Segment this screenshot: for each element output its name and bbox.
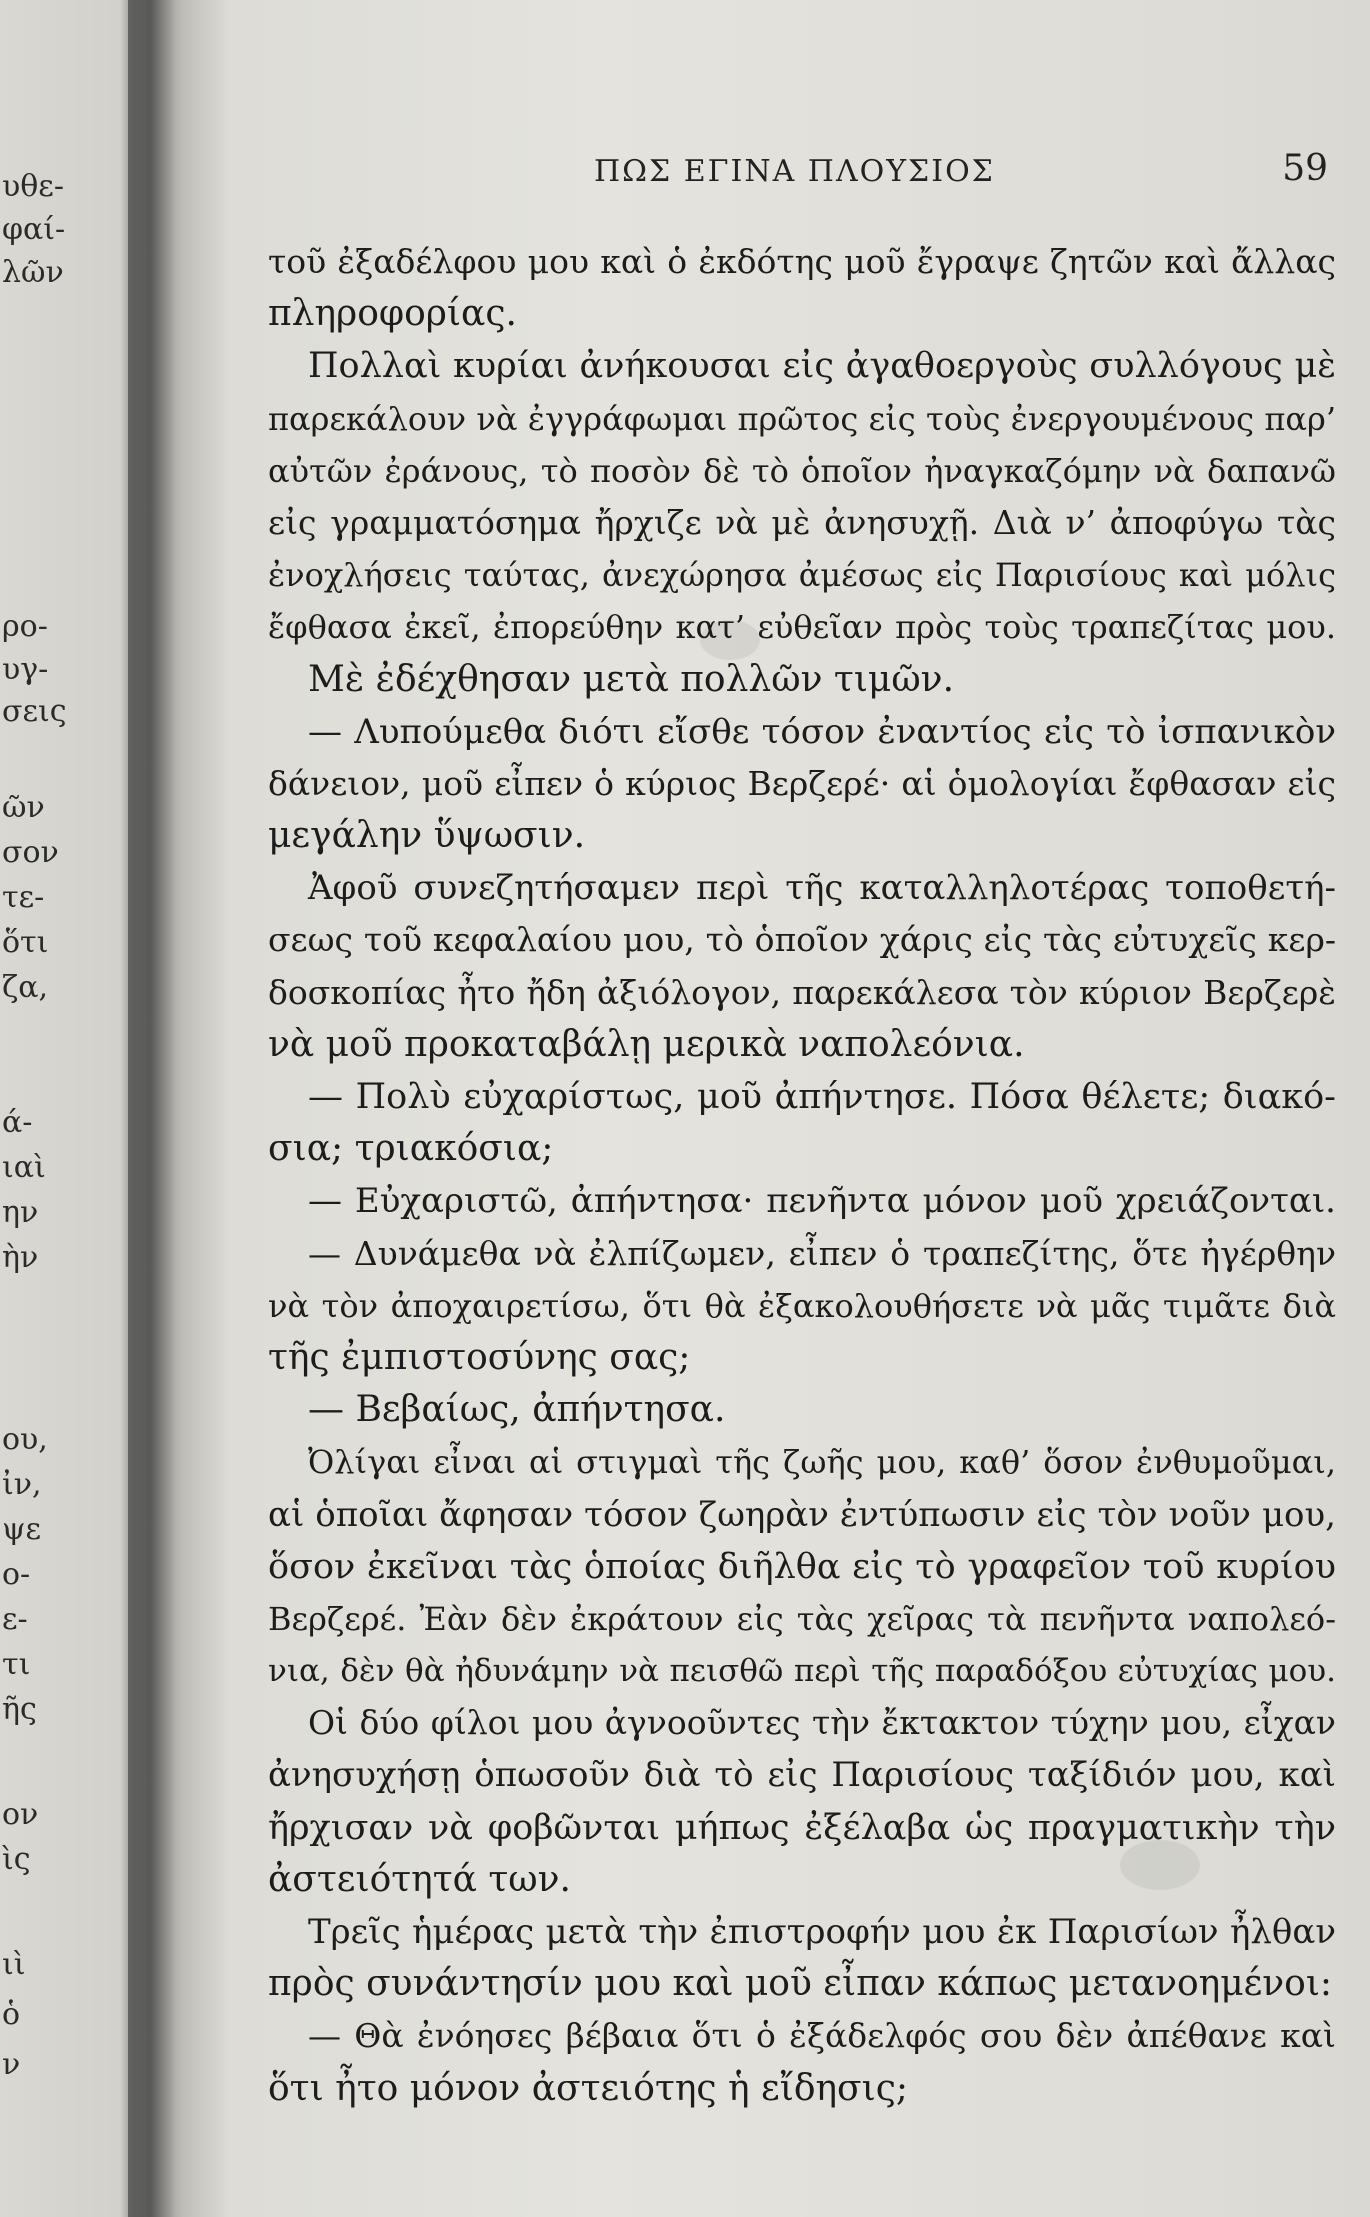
text-line: — Εὐχαριστῶ, ἀπήντησα· πενῆντα μόνον μοῦ χρειάζονται. [308, 1181, 1336, 1222]
margin-fragment: ά- [2, 1105, 33, 1140]
margin-fragment: ὴν [2, 1240, 39, 1275]
running-title: ΠΩΣ ΕΓΙΝΑ ΠΛΟΥΣΙΟΣ [594, 154, 995, 189]
text-line: εἰς γραμματόσημα ἤρχιζε νὰ μὲ ἀνησυχῇ. Διὰ ν’ ἀποφύγω τὰς [268, 502, 1336, 542]
margin-fragment: ην [2, 1195, 39, 1230]
text-line: αἱ ὁποῖαι ἄφησαν τόσον ζωηρὰν ἐντύπωσιν εἰς τὸν νοῦν μου, [268, 1494, 1336, 1535]
text-line: Οἱ δύο φίλοι μου ἀγνοοῦντες τὴν ἔκτακτον τύχην μου, εἶχαν [308, 1703, 1336, 1743]
text-line: τῆς ἐμπιστοσύνης σας; [268, 1336, 691, 1378]
text-line: — Βεβαίως, ἀπήντησα. [308, 1389, 726, 1431]
margin-fragment: σον [2, 835, 59, 870]
text-line: αὐτῶν ἐράνους, τὸ ποσὸν δὲ τὸ ὁποῖον ἠναγκαζόμην νὰ δαπανῶ [268, 451, 1336, 490]
facing-page-margin [0, 0, 125, 2217]
text-line: Βερζερέ. Ἐὰν δὲν ἐκράτουν εἰς τὰς χεῖρας τὰ πενῆντα ναπολεό- [268, 1599, 1336, 1638]
text-line: Ἀφοῦ συνεζητήσαμεν περὶ τῆς καταλληλοτέρας τοποθετή- [308, 868, 1336, 909]
text-line: νια, δὲν θὰ ἠδυνάμην νὰ πεισθῶ περὶ τῆς παραδόξου εὐτυχίας μου. [268, 1653, 1336, 1690]
page-body-text [268, 236, 1336, 2115]
margin-fragment: υθε- [2, 169, 64, 204]
text-line: ἐνοχλήσεις ταύτας, ἀνεχώρησα ἀμέσως εἰς Παρισίους καὶ μόλις [268, 556, 1336, 595]
text-line: τοῦ ἐξαδέλφου μου καὶ ὁ ἐκδότης μοῦ ἔγραψε ζητῶν καὶ ἄλλας [268, 242, 1336, 281]
text-line: ἔφθασα ἐκεῖ, ἐπορεύθην κατ’ εὐθεῖαν πρὸς τοὺς τραπεζίτας μου. [268, 608, 1336, 647]
text-line: ἀνησυχήσῃ ὁπωσοῦν διὰ τὸ εἰς Παρισίους ταξίδιόν μου, καὶ [268, 1755, 1336, 1796]
margin-fragment: ὶς [2, 1842, 31, 1877]
text-line: Μὲ ἐδέχθησαν μετὰ πολλῶν τιμῶν. [308, 658, 955, 700]
text-line: νὰ τὸν ἀποχαιρετίσω, ὅτι θὰ ἐξακολουθήσετε νὰ μᾶς τιμᾶτε διὰ [268, 1286, 1336, 1325]
margin-fragment: ὅτι [2, 925, 49, 960]
margin-fragment: τι [2, 1647, 31, 1682]
margin-fragment: ζα, [2, 970, 49, 1005]
text-line: — Λυπούμεθα διότι εἴσθε τόσον ἐναντίος εἰς τὸ ἰσπανικὸν [308, 711, 1336, 752]
margin-fragment: ρο- [2, 609, 48, 644]
text-line: μεγάλην ὕψωσιν. [268, 815, 586, 857]
margin-fragment: ψε [2, 1512, 42, 1547]
text-line: σια; τριακόσια; [268, 1128, 554, 1170]
text-line: ἤρχισαν νὰ φοβῶνται μήπως ἐξέλαβα ὡς πραγματικὴν τὴν [268, 1807, 1336, 1848]
margin-fragment: ῶν [2, 790, 45, 825]
margin-fragment: ιαὶ [2, 1150, 46, 1185]
text-line: δοσκοπίας ἦτο ἤδη ἀξιόλογον, παρεκάλεσα τὸν κύριον Βερζερὲ [268, 972, 1336, 1012]
margin-fragment: τε- [2, 880, 45, 915]
margin-fragment: ε- [2, 1602, 28, 1637]
text-line: — Θὰ ἐνόησες βέβαια ὅτι ὁ ἐξάδελφός σου δὲν ἀπέθανε καὶ [308, 2016, 1336, 2056]
page-number: 59 [1282, 148, 1328, 189]
text-line: ὅσον ἐκεῖναι τὰς ὁποίας διῆλθα εἰς τὸ γραφεῖον τοῦ κυρίου [268, 1546, 1336, 1587]
margin-fragment: ὁ [2, 1997, 21, 2032]
text-line: ἀστειότητά των. [268, 1858, 571, 1900]
text-line: νὰ μοῦ προκαταβάλῃ μερικὰ ναπολεόνια. [268, 1023, 1025, 1065]
margin-fragment: υγ- [2, 652, 49, 687]
margin-fragment: ῆς [2, 1692, 37, 1727]
margin-fragment: ο- [2, 1557, 31, 1592]
text-line: — Δυνάμεθα νὰ ἐλπίζωμεν, εἶπεν ὁ τραπεζίτης, ὅτε ἠγέρθην [308, 1233, 1336, 1273]
text-line: Τρεῖς ἡμέρας μετὰ τὴν ἐπιστροφήν μου ἐκ Παρισίων ἦλθαν [308, 1912, 1336, 1952]
margin-fragment: ν [2, 2047, 21, 2082]
margin-fragment: ἰν, [2, 1467, 42, 1502]
text-line: ὅτι ἦτο μόνον ἀστειότης ἡ εἴδησις; [268, 2067, 909, 2109]
margin-fragment: λῶν [2, 255, 64, 290]
text-line: Πολλαὶ κυρίαι ἀνήκουσαι εἰς ἀγαθοεργοὺς συλλόγους μὲ [308, 346, 1336, 387]
margin-fragment: ου, [2, 1422, 48, 1457]
text-line: πρὸς συνάντησίν μου καὶ μοῦ εἶπαν κάπως μετανοημένοι: [268, 1963, 1333, 2005]
text-line: σεως τοῦ κεφαλαίου μου, τὸ ὁποῖον χάρις εἰς τὰς εὐτυχεῖς κερ- [268, 920, 1336, 960]
text-line: δάνειον, μοῦ εἶπεν ὁ κύριος Βερζερέ· αἱ ὁμολογίαι ἔφθασαν εἰς [268, 763, 1336, 803]
text-line: — Πολὺ εὐχαρίστως, μοῦ ἀπήντησε. Πόσα θέλετε; διακό- [308, 1077, 1336, 1117]
text-line: Ὀλίγαι εἶναι αἱ στιγμαὶ τῆς ζωῆς μου, καθ’ ὅσον ἐνθυμοῦμαι, [308, 1443, 1336, 1482]
text-line: παρεκάλουν νὰ ἐγγράφωμαι πρῶτος εἰς τοὺς ἐνεργουμένους παρ’ [268, 399, 1336, 438]
page-header [268, 148, 1328, 196]
book-gutter-shadow [128, 0, 183, 2217]
margin-fragment: ιὶ [2, 1947, 26, 1982]
margin-fragment: φαί- [2, 212, 66, 247]
margin-fragment: ον [2, 1797, 39, 1832]
margin-fragment: σεις [2, 694, 67, 729]
text-line: πληροφορίας. [268, 293, 517, 335]
